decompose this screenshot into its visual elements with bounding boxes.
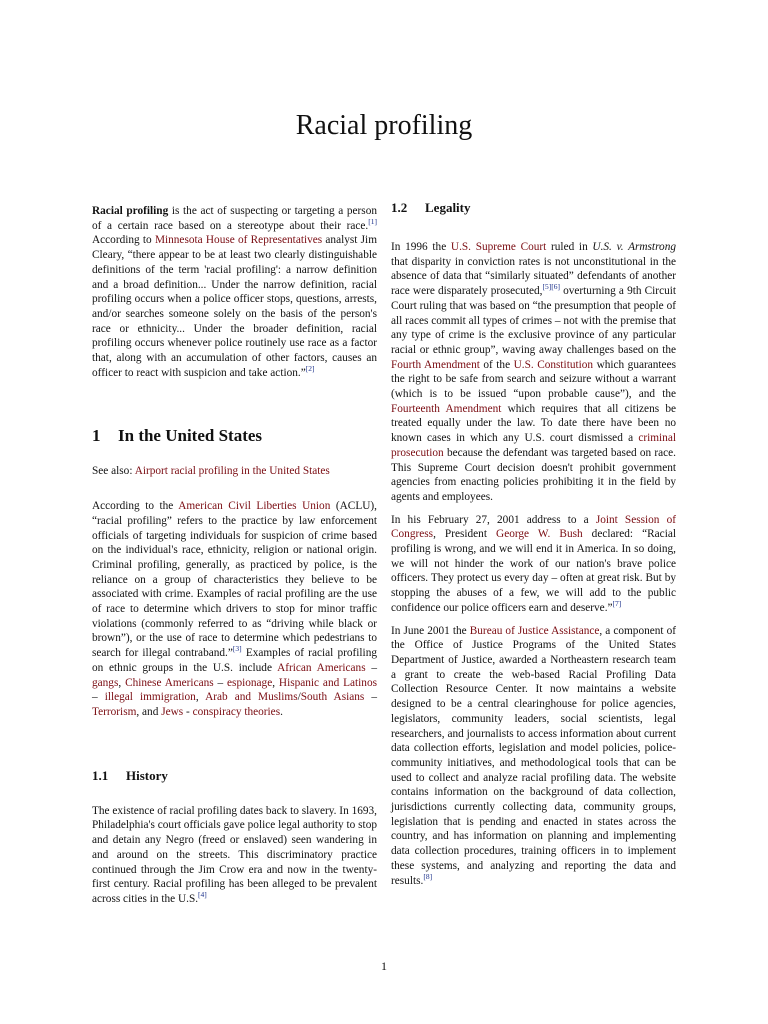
text: , a component of the Office of Justice Programs of the United States Department of Justice, awarded a Northeastern research team a grant to create the web-based Racial Profiling Data Collection Resource Center. It now maintains a website designed to be a central clearinghouse for police agencies, legislators, community leaders, social scientists, legal researchers, and journalists to access information about current data collection efforts, legislation and model policies, police-community initiatives, and methodological tools that can be used to collect and analyze racial profiling data. The website contains information on the background of data collection, jurisdictions currently collecting data, community groups, legislation that is pending and enacted in states across the country, and has information on planning and implementing data collection procedures, training officers in to implement these systems, and analyzing and reporting the data and results. — [391, 624, 677, 887]
text: / — [297, 691, 301, 704]
section-heading-united-states — [92, 426, 377, 446]
link-hispanic-latinos[interactable]: Hispanic and Latinos — [278, 676, 377, 689]
text: , — [272, 676, 279, 689]
link-bureau-justice-assistance[interactable]: Bureau of Justice Assistance — [469, 624, 600, 637]
link-aclu[interactable]: American Civil Liberties Union — [178, 500, 331, 513]
text: The existence of racial profiling dates back to slavery. In 1693, Philadelphia's court officials gave police legal authority to stop and detain any Negro (freed or enslaved) seen wandering in and around on the streets. This discriminatory practice continued through the Jim Crow era and now in the twenty-first century. Racial profiling has been alleged to be prevalent across cities in the U.S. — [92, 804, 377, 905]
page-title: Racial profiling — [295, 110, 473, 141]
section-title: In the United States — [118, 426, 263, 446]
text: , — [118, 676, 126, 689]
section-number: 1 — [92, 426, 101, 446]
section-heading-legality — [391, 200, 676, 216]
text: analyst Jim Cleary, “there appear to be at least two clearly distinguishable definitions of the term 'racial profiling': a narrow definition and a broad definition... Under the narrow definition, racial profiling occurs when a police officer stops, questions, arrests, and/or searches someone solely on the basis of the person's race or ethnicity... Under the broader definition, racial profiling occurs whenever police routinely use race as a factor that, along with an accumulation of other factors, causes an officer to react with suspicion and take action.” — [92, 234, 377, 379]
see-also-label: See also: — [92, 465, 135, 478]
text: According to — [92, 234, 155, 247]
citation-4[interactable]: [4] — [198, 890, 207, 900]
text: – — [92, 691, 105, 704]
intro-paragraph — [92, 204, 377, 380]
link-fourteenth-amendment[interactable]: Fourteenth Amendment — [391, 402, 502, 415]
citation-8[interactable]: [8] — [423, 871, 433, 881]
link-african-americans[interactable]: African Americans — [277, 661, 366, 674]
link-gangs[interactable]: gangs — [92, 676, 119, 689]
text: (ACLU), “racial profiling” refers to the practice by law enforcement officials of targeting individuals for suspicion of crime based on the individual's race, ethnicity, religion or national origin. Criminal profiling, generally, as practiced by police, is the reliance on a group of characteristics they believe to be associated with crime. Examples of racial profiling are the use of race to determine which drivers to stop for minor traffic violations (commonly referred to as “driving while black or brown”), or the use of race to determine which pedestrians to search for illegal contraband.” — [92, 500, 377, 660]
text: – — [364, 691, 377, 704]
citation-3[interactable]: [3] — [232, 644, 242, 654]
link-joint-session[interactable]: Joint Session of Congress — [391, 513, 676, 541]
section-heading-history — [92, 768, 377, 784]
history-paragraph — [92, 804, 377, 907]
term-bold: Racial profiling — [92, 205, 169, 217]
see-also — [92, 464, 377, 479]
section-title: Legality — [425, 200, 471, 215]
section-title: History — [126, 767, 168, 783]
citation-6[interactable]: [6] — [551, 282, 560, 292]
text: which requires that all citizens be treated equally under the law. To date there have been no known cases in which any U.S. court dismissed a — [391, 402, 676, 445]
link-espionage[interactable]: espionage — [227, 676, 273, 689]
link-south-asians[interactable]: South Asians — [300, 691, 365, 704]
text: , and — [136, 705, 162, 718]
link-fourth-amendment[interactable]: Fourth Amendment — [391, 358, 480, 371]
link-george-w-bush[interactable]: George W. Bush — [496, 528, 583, 541]
text: of the — [479, 358, 514, 371]
text: In June 2001 the — [391, 624, 470, 637]
case-name: U.S. v. Armstrong — [592, 241, 676, 253]
legality-paragraph-2 — [391, 513, 676, 616]
right-column — [391, 200, 676, 888]
link-jews[interactable]: Jews — [161, 705, 184, 718]
aclu-paragraph — [92, 499, 377, 720]
text: According to the — [92, 500, 179, 513]
text: , President — [433, 528, 497, 541]
left-column — [92, 200, 377, 907]
text: . — [280, 705, 283, 718]
text: , — [195, 691, 206, 704]
legality-paragraph-3 — [391, 624, 676, 889]
text: is the act of suspecting or targeting a person of a certain race based on a stereotype about their race. — [92, 205, 378, 232]
link-us-constitution[interactable]: U.S. Constitution — [513, 358, 594, 371]
link-conspiracy-theories[interactable]: conspiracy theories — [192, 705, 281, 718]
text: overturning a 9th Circuit Court ruling that was based on “the presumption that people of all races commit all types of crimes – not with the premise that any type of crime is the exclusive province of any particular racial or ethnic group”, waving away challenges based on the — [391, 285, 677, 356]
citation-7[interactable]: [7] — [612, 599, 622, 609]
text: – — [365, 661, 377, 674]
section-number: 1.1 — [92, 767, 109, 783]
legality-paragraph-1 — [391, 240, 676, 505]
section-number: 1.2 — [391, 200, 408, 215]
link-minnesota-house[interactable]: Minnesota House of Representatives — [154, 234, 323, 247]
link-airport-profiling[interactable]: Airport racial profiling in the United States — [134, 465, 330, 478]
link-supreme-court[interactable]: U.S. Supreme Court — [450, 241, 547, 253]
citation-5[interactable]: [5] — [542, 282, 552, 292]
text: ruled in — [546, 241, 593, 253]
text: which guarantees the right to be safe from search and seizure without a warrant (which is to be issued “upon probable cause”), and the — [391, 358, 676, 401]
text: In his February 27, 2001 address to a — [391, 513, 596, 526]
text: – — [213, 676, 228, 689]
text: because the defendant was targeted based on race. This Supreme Court decision doesn't prohibit government agencies from enacting policies prohibiting it in the field by agents and employees. — [391, 446, 676, 503]
link-chinese-americans[interactable]: Chinese Americans — [125, 676, 214, 689]
citation-2[interactable]: [2] — [305, 363, 315, 373]
text: - — [183, 705, 193, 718]
page-number: 1 — [381, 959, 387, 973]
link-terrorism[interactable]: Terrorism — [92, 705, 137, 718]
text: that disparity in conviction rates is not unconstitutional in the absence of data that “similarly situated” defendants of another race were disparately prosecuted, — [391, 255, 676, 298]
text: Examples of racial profiling on ethnic groups in the U.S. include — [92, 647, 377, 674]
citation-1[interactable]: [1] — [368, 216, 377, 226]
link-criminal-prosecution[interactable]: criminal prosecution — [391, 432, 676, 459]
text: In 1996 the — [391, 241, 451, 253]
link-arab-muslims[interactable]: Arab and Muslims — [205, 691, 298, 704]
text: declared: “Racial profiling is wrong, and we will end it in America. In so doing, we will not hinder the work of our nation's brave police officers. They protect us every day – often at great risk. But by stopping the abuses of a few, we will add to the public confidence our police officers earn and deserve.” — [391, 528, 676, 614]
link-illegal-immigration[interactable]: illegal immigration — [104, 691, 196, 704]
